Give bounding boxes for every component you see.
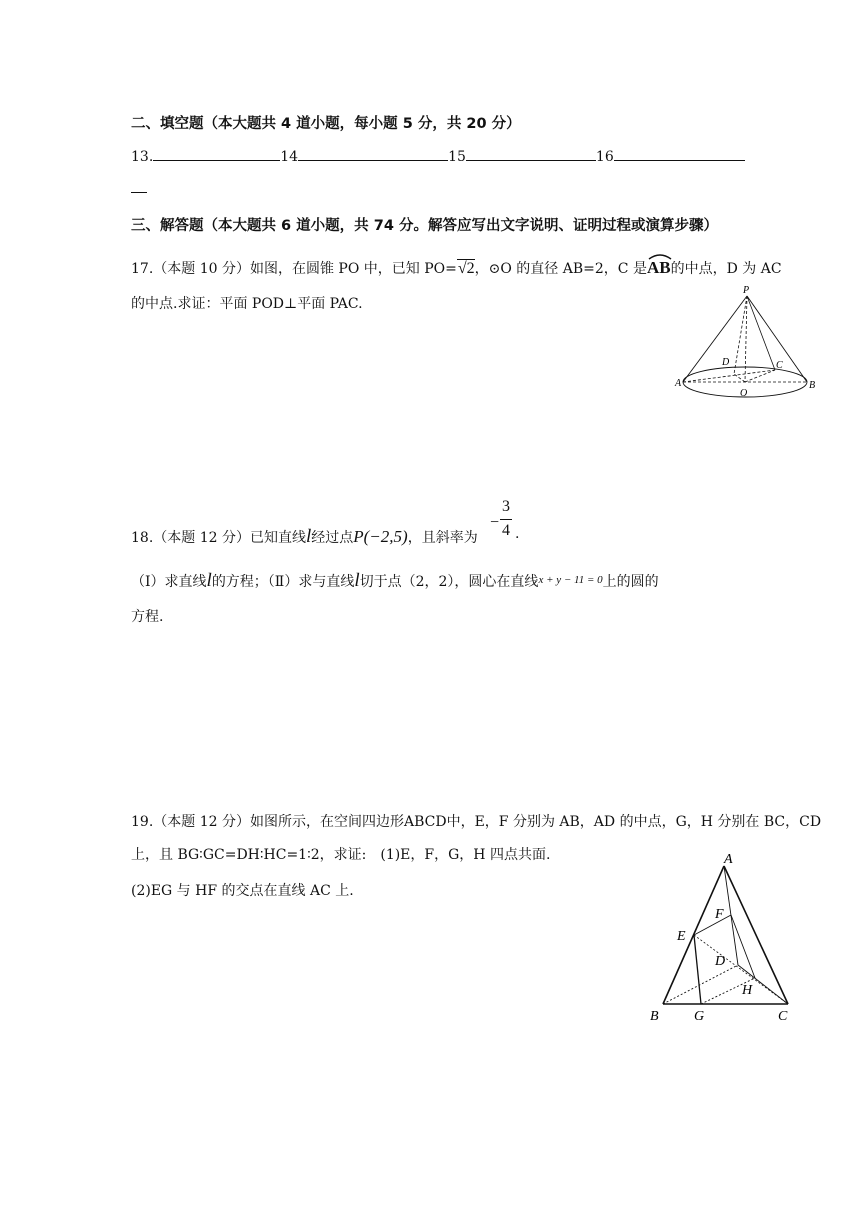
label-c: C: [776, 360, 783, 371]
label-c: C: [778, 1009, 788, 1024]
line-l-symbol-2: l: [206, 570, 212, 591]
cone-figure: [672, 284, 822, 404]
segment-ef: [694, 915, 731, 935]
label-g: G: [694, 1009, 705, 1024]
label-a: A: [675, 378, 682, 389]
label-h: H: [742, 983, 753, 998]
q18-period: .: [515, 526, 520, 542]
cone-axis-po: [745, 296, 747, 382]
segment-od: [734, 374, 745, 382]
cone-edge-pc: [747, 296, 775, 370]
answer-blank-15[interactable]: [466, 146, 596, 161]
label-f: F: [715, 907, 724, 922]
q18-part1-a: （Ⅰ）求直线: [131, 574, 207, 590]
q17-text-b: ，⊙O 的直径 AB=2，C 是: [474, 261, 647, 277]
tetrahedron-figure: [648, 848, 798, 1024]
q17-text-a: 17.（本题 10 分）如图，在圆锥 PO 中，已知 PO=: [131, 261, 457, 277]
segment-ec: [694, 935, 788, 1004]
line-l-symbol: l: [305, 526, 312, 547]
q18-text-a: 18.（本题 12 分）已知直线: [131, 530, 306, 546]
line-l-symbol-3: l: [354, 570, 360, 591]
blank-label-13: 13.: [131, 149, 154, 165]
label-a: A: [724, 852, 733, 867]
chord-ac: [683, 370, 775, 382]
answer-blank-13[interactable]: [153, 146, 280, 161]
fill-blank-row: [131, 146, 745, 165]
q18-part2-a: 切于点（2，2），圆心在直线: [359, 574, 539, 590]
line-equation: x + y − 11 = 0: [538, 574, 603, 586]
arc-symbol-icon: [647, 252, 673, 260]
slope-sign: −: [490, 514, 500, 531]
q19-line-2: 上，且 BG∶GC=DH∶HC=1∶2，求证: (1)E，F，G，H 四点共面.: [131, 847, 551, 863]
q19-line-3: (2)EG 与 HF 的交点在直线 AC 上.: [131, 883, 354, 899]
q18-line-1: [131, 526, 478, 548]
slope-denominator: 4: [502, 522, 510, 539]
answer-blank-16-continuation: [131, 192, 147, 193]
q17-text-c: 的中点，D 为 AC: [670, 261, 782, 277]
fraction-bar: [500, 519, 512, 520]
label-o: O: [740, 388, 748, 399]
q18-part1-b: 的方程；（Ⅱ）求与直线: [211, 574, 355, 590]
edge-ab: [663, 866, 724, 1004]
q18-text-b: 经过点: [311, 530, 354, 546]
q17-line-2: 的中点.求证：平面 POD⊥平面 PAC.: [131, 296, 363, 312]
label-b: B: [809, 380, 816, 391]
arc-ab-label: AB: [646, 258, 671, 277]
point-p: P(−2,5): [353, 527, 408, 546]
answer-blank-16[interactable]: [614, 146, 745, 161]
q18-text-c: ，且斜率为: [407, 530, 478, 546]
label-e: E: [677, 929, 686, 944]
blank-label-16: 16: [595, 149, 614, 165]
blank-label-15: 15: [448, 149, 466, 165]
label-d: D: [715, 954, 726, 969]
blank-label-14: 14: [280, 149, 299, 165]
answer-blank-14[interactable]: [298, 146, 448, 161]
label-d: D: [722, 357, 730, 368]
cone-edge-pd: [734, 296, 747, 374]
q18-line-2: [131, 570, 659, 592]
q19-line-1: 19.（本题 12 分）如图所示，在空间四边形ABCD中，E，F 分别为 AB，AD 的中点，G，H 分别在 BC，CD: [131, 814, 822, 830]
q18-part2-b: 上的圆的: [602, 574, 659, 590]
section-2-heading: 二、填空题（本大题共 4 道小题，每小题 5 分，共 20 分）: [131, 116, 521, 132]
q18-line-3: 方程.: [131, 609, 164, 625]
sqrt-two: √2: [457, 260, 475, 277]
arc-ab: [647, 258, 671, 278]
q17-line-1: [131, 258, 782, 278]
label-b: B: [650, 1009, 659, 1024]
slope-numerator: 3: [502, 498, 510, 515]
section-3-heading: 三、解答题（本大题共 6 道小题，共 74 分。解答应写出文字说明、证明过程或演算步骤）: [131, 218, 718, 234]
label-p: P: [743, 285, 750, 296]
segment-eg: [694, 935, 701, 1004]
